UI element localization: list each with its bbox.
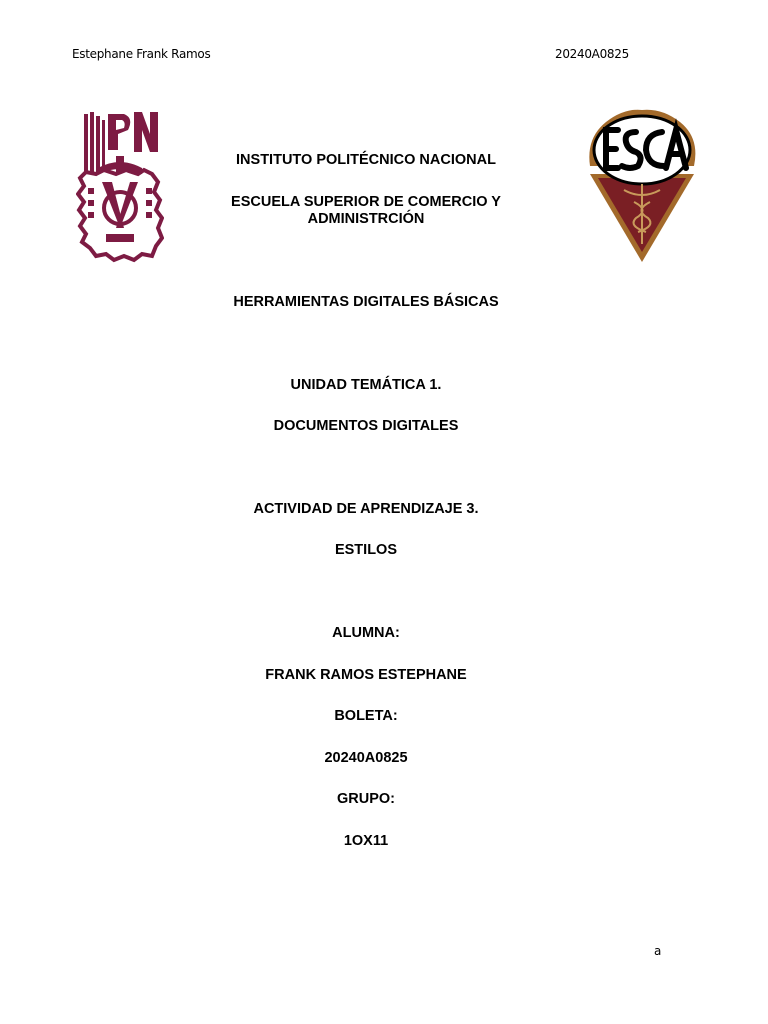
header-author: Estephane Frank Ramos [72,47,211,61]
header-id: 20240A0825 [555,47,629,61]
student-name: FRANK RAMOS ESTEPHANE [265,667,467,683]
id-label: BOLETA: [334,708,398,724]
activity-title: ESTILOS [334,542,398,558]
student-label: ALUMNA: [332,625,400,641]
esca-logo [584,108,700,264]
ipn-logo [76,108,164,264]
school-name-line2: ADMINISTRCIÓN [307,211,425,227]
school-name-line1: ESCUELA SUPERIOR DE COMERCIO Y [231,194,501,210]
institution-title: INSTITUTO POLITÉCNICO NACIONAL [236,152,496,168]
id-value: 20240A0825 [324,750,408,766]
footer-page-mark: a [654,944,662,958]
unit-label: UNIDAD TEMÁTICA 1. [290,377,442,393]
unit-title: DOCUMENTOS DIGITALES [273,418,459,434]
group-value: 1OX11 [343,833,389,849]
course-title: HERRAMIENTAS DIGITALES BÁSICAS [233,294,499,310]
group-label: GRUPO: [337,791,395,807]
activity-label: ACTIVIDAD DE APRENDIZAJE 3. [253,501,479,517]
